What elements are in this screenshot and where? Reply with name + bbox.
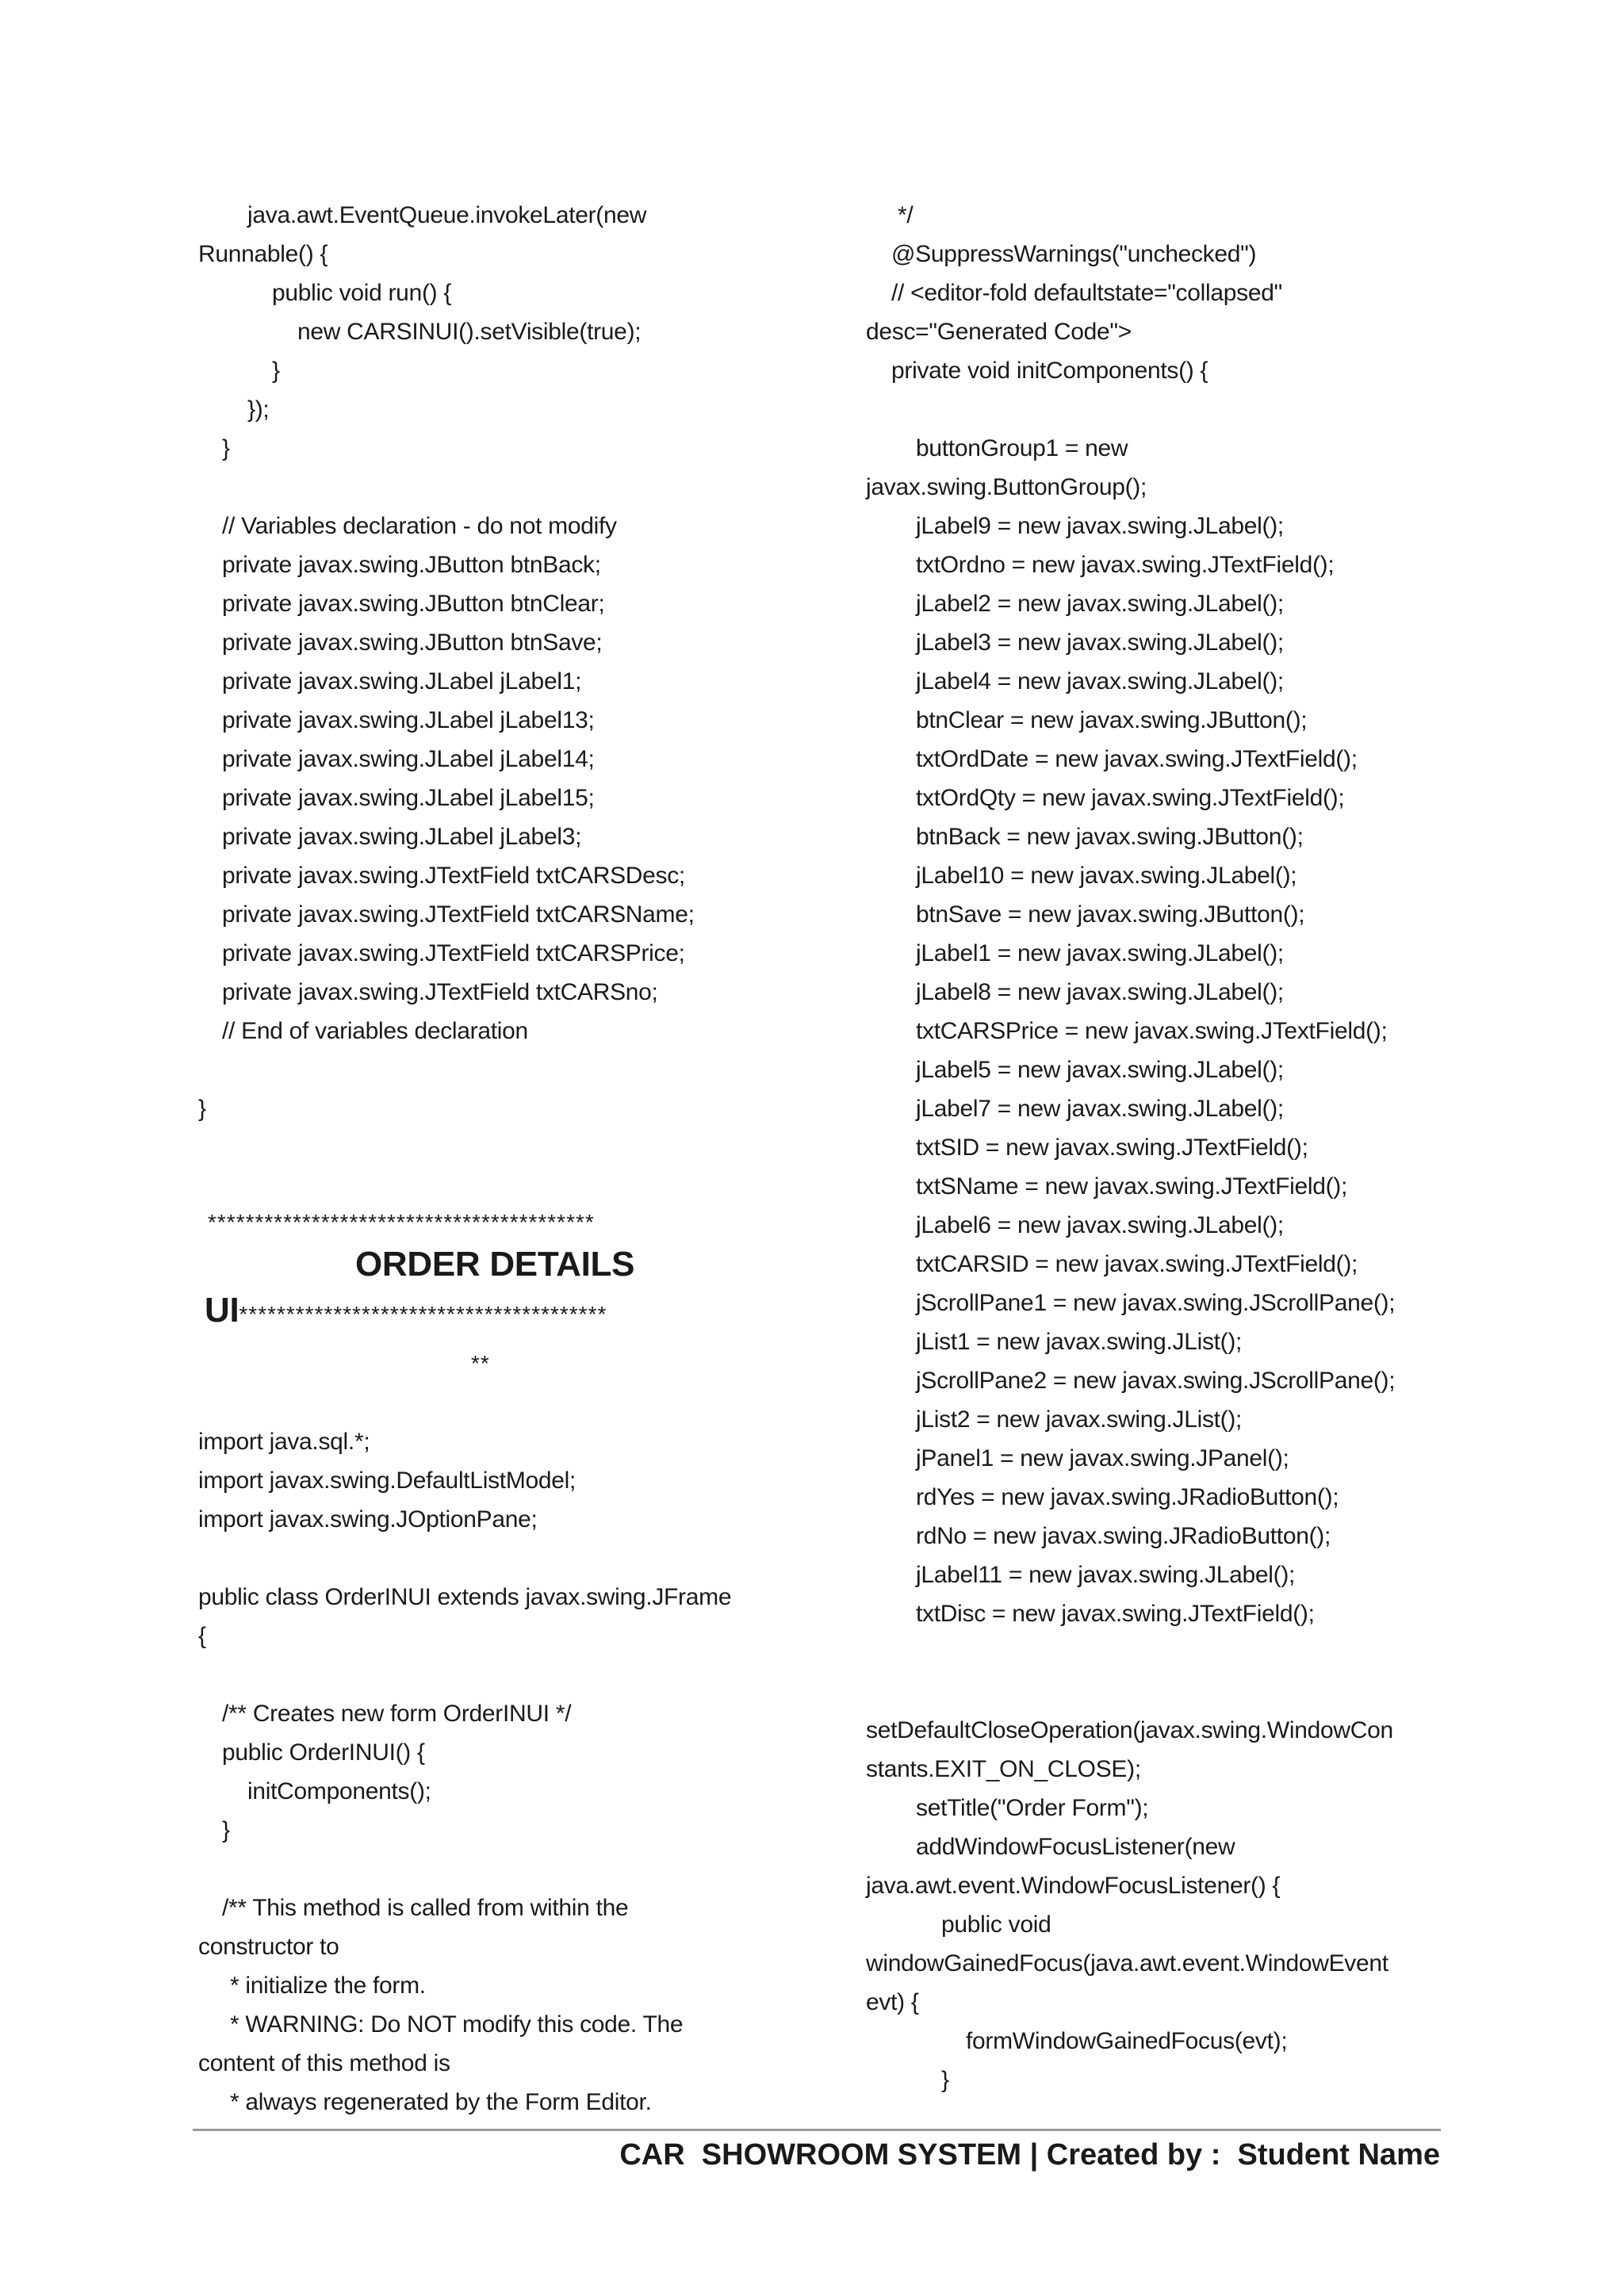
code-line: * WARNING: Do NOT modify this code. The — [230, 2011, 684, 2038]
code-line: windowGainedFocus(java.awt.event.WindowEvent — [866, 1950, 1388, 1976]
code-line: * always regenerated by the Form Editor. — [230, 2089, 652, 2115]
code-line: constructor to — [198, 1934, 339, 1960]
code-line: // <editor-fold defaultstate="collapsed" — [891, 280, 1282, 306]
code-line: private javax.swing.JLabel jLabel1; — [222, 668, 582, 695]
code-line: * initialize the form. — [230, 1973, 426, 1999]
code-line: initComponents(); — [247, 1778, 431, 1804]
code-line: jLabel3 = new javax.swing.JLabel(); — [916, 629, 1284, 656]
code-line: /** This method is called from within the — [222, 1895, 629, 1921]
code-line: java.awt.EventQueue.invokeLater(new — [247, 202, 647, 228]
code-line: public class OrderINUI extends javax.swing.JFrame — [198, 1584, 732, 1610]
code-line: setDefaultCloseOperation(javax.swing.WindowCon — [866, 1717, 1393, 1743]
code-line: jLabel2 = new javax.swing.JLabel(); — [916, 591, 1284, 617]
code-line: } — [222, 435, 230, 461]
code-line: } — [198, 1096, 206, 1122]
code-line: private void initComponents() { — [891, 358, 1208, 384]
code-line: buttonGroup1 = new — [916, 435, 1128, 461]
code-line: // End of variables declaration — [222, 1018, 528, 1044]
code-line: rdYes = new javax.swing.JRadioButton(); — [916, 1484, 1339, 1510]
code-line: desc="Generated Code"> — [866, 319, 1132, 345]
code-line: jScrollPane1 = new javax.swing.JScrollPane(); — [916, 1290, 1396, 1316]
code-line: jLabel11 = new javax.swing.JLabel(); — [916, 1562, 1296, 1588]
code-line: } — [222, 1817, 230, 1843]
code-line: public void — [941, 1911, 1051, 1938]
code-line: private javax.swing.JButton btnClear; — [222, 591, 605, 617]
code-line: private javax.swing.JTextField txtCARSName; — [222, 901, 695, 928]
code-line: jScrollPane2 = new javax.swing.JScrollPane(); — [916, 1368, 1396, 1394]
asterisk-divider: ***************************************** — [208, 1210, 595, 1234]
code-line: txtCARSID = new javax.swing.JTextField(); — [916, 1251, 1358, 1277]
code-line: }); — [247, 396, 270, 423]
code-line: rdNo = new javax.swing.JRadioButton(); — [916, 1523, 1331, 1549]
code-line: private javax.swing.JLabel jLabel13; — [222, 707, 595, 733]
code-line: */ — [898, 202, 914, 228]
code-line: { — [198, 1623, 206, 1649]
code-line: private javax.swing.JLabel jLabel15; — [222, 785, 595, 811]
code-line: import javax.swing.JOptionPane; — [198, 1506, 538, 1533]
code-line: private javax.swing.JTextField txtCARSno; — [222, 979, 658, 1005]
code-line: setTitle("Order Form"); — [916, 1795, 1149, 1821]
code-line: jList1 = new javax.swing.JList(); — [916, 1329, 1243, 1355]
code-line: jList2 = new javax.swing.JList(); — [916, 1406, 1243, 1433]
code-line: evt) { — [866, 1989, 919, 2015]
code-line: private javax.swing.JTextField txtCARSDesc; — [222, 863, 685, 889]
section-heading: ORDER DETAILS — [355, 1245, 635, 1284]
code-line: private javax.swing.JLabel jLabel3; — [222, 824, 582, 850]
code-line: /** Creates new form OrderINUI */ — [222, 1701, 572, 1727]
code-line: content of this method is — [198, 2050, 450, 2076]
code-line: jPanel1 = new javax.swing.JPanel(); — [916, 1445, 1289, 1471]
ui-heading-line — [205, 1291, 607, 1330]
code-line: formWindowGainedFocus(evt); — [966, 2028, 1288, 2054]
code-line: import java.sql.*; — [198, 1429, 370, 1455]
page-footer: CAR SHOWROOM SYSTEM | Created by : Student Name — [619, 2138, 1440, 2172]
code-line: jLabel1 = new javax.swing.JLabel(); — [916, 940, 1284, 966]
code-line: txtOrdDate = new javax.swing.JTextField(); — [916, 746, 1358, 772]
code-line: } — [272, 358, 280, 384]
code-line: txtSID = new javax.swing.JTextField(); — [916, 1135, 1308, 1161]
code-line: btnClear = new javax.swing.JButton(); — [916, 707, 1308, 733]
code-line: javax.swing.ButtonGroup(); — [866, 474, 1147, 500]
code-line: java.awt.event.WindowFocusListener() { — [866, 1873, 1281, 1899]
code-line: jLabel6 = new javax.swing.JLabel(); — [916, 1212, 1284, 1238]
code-line: jLabel4 = new javax.swing.JLabel(); — [916, 668, 1284, 695]
code-line: txtOrdQty = new javax.swing.JTextField(); — [916, 785, 1345, 811]
code-line: jLabel5 = new javax.swing.JLabel(); — [916, 1057, 1284, 1083]
code-line: private javax.swing.JButton btnBack; — [222, 552, 601, 578]
code-line: btnSave = new javax.swing.JButton(); — [916, 901, 1305, 928]
code-line: private javax.swing.JLabel jLabel14; — [222, 746, 595, 772]
code-line: Runnable() { — [198, 241, 328, 267]
code-line: addWindowFocusListener(new — [916, 1834, 1235, 1860]
ui-heading-prefix: UI — [205, 1291, 239, 1330]
code-line: txtDisc = new javax.swing.JTextField(); — [916, 1601, 1315, 1627]
code-line: new CARSINUI().setVisible(true); — [297, 319, 642, 345]
code-line: } — [941, 2067, 949, 2093]
code-line: jLabel10 = new javax.swing.JLabel(); — [916, 863, 1297, 889]
code-line: private javax.swing.JButton btnSave; — [222, 629, 603, 656]
footer-divider — [193, 2129, 1441, 2131]
asterisk-run: *************************************** — [239, 1302, 607, 1326]
code-line: // Variables declaration - do not modify — [222, 513, 617, 539]
asterisk-tail: ** — [471, 1351, 490, 1376]
code-line: jLabel7 = new javax.swing.JLabel(); — [916, 1096, 1284, 1122]
code-line: txtOrdno = new javax.swing.JTextField(); — [916, 552, 1335, 578]
code-line: btnBack = new javax.swing.JButton(); — [916, 824, 1304, 850]
code-line: jLabel9 = new javax.swing.JLabel(); — [916, 513, 1284, 539]
code-line: @SuppressWarnings("unchecked") — [891, 241, 1257, 267]
code-line: jLabel8 = new javax.swing.JLabel(); — [916, 979, 1284, 1005]
code-line: stants.EXIT_ON_CLOSE); — [866, 1756, 1141, 1782]
code-line: txtCARSPrice = new javax.swing.JTextField(); — [916, 1018, 1388, 1044]
code-line: public void run() { — [272, 280, 452, 306]
code-line: private javax.swing.JTextField txtCARSPrice; — [222, 940, 685, 966]
code-line: txtSName = new javax.swing.JTextField(); — [916, 1173, 1348, 1200]
code-line: import javax.swing.DefaultListModel; — [198, 1468, 576, 1494]
code-line: public OrderINUI() { — [222, 1739, 425, 1766]
